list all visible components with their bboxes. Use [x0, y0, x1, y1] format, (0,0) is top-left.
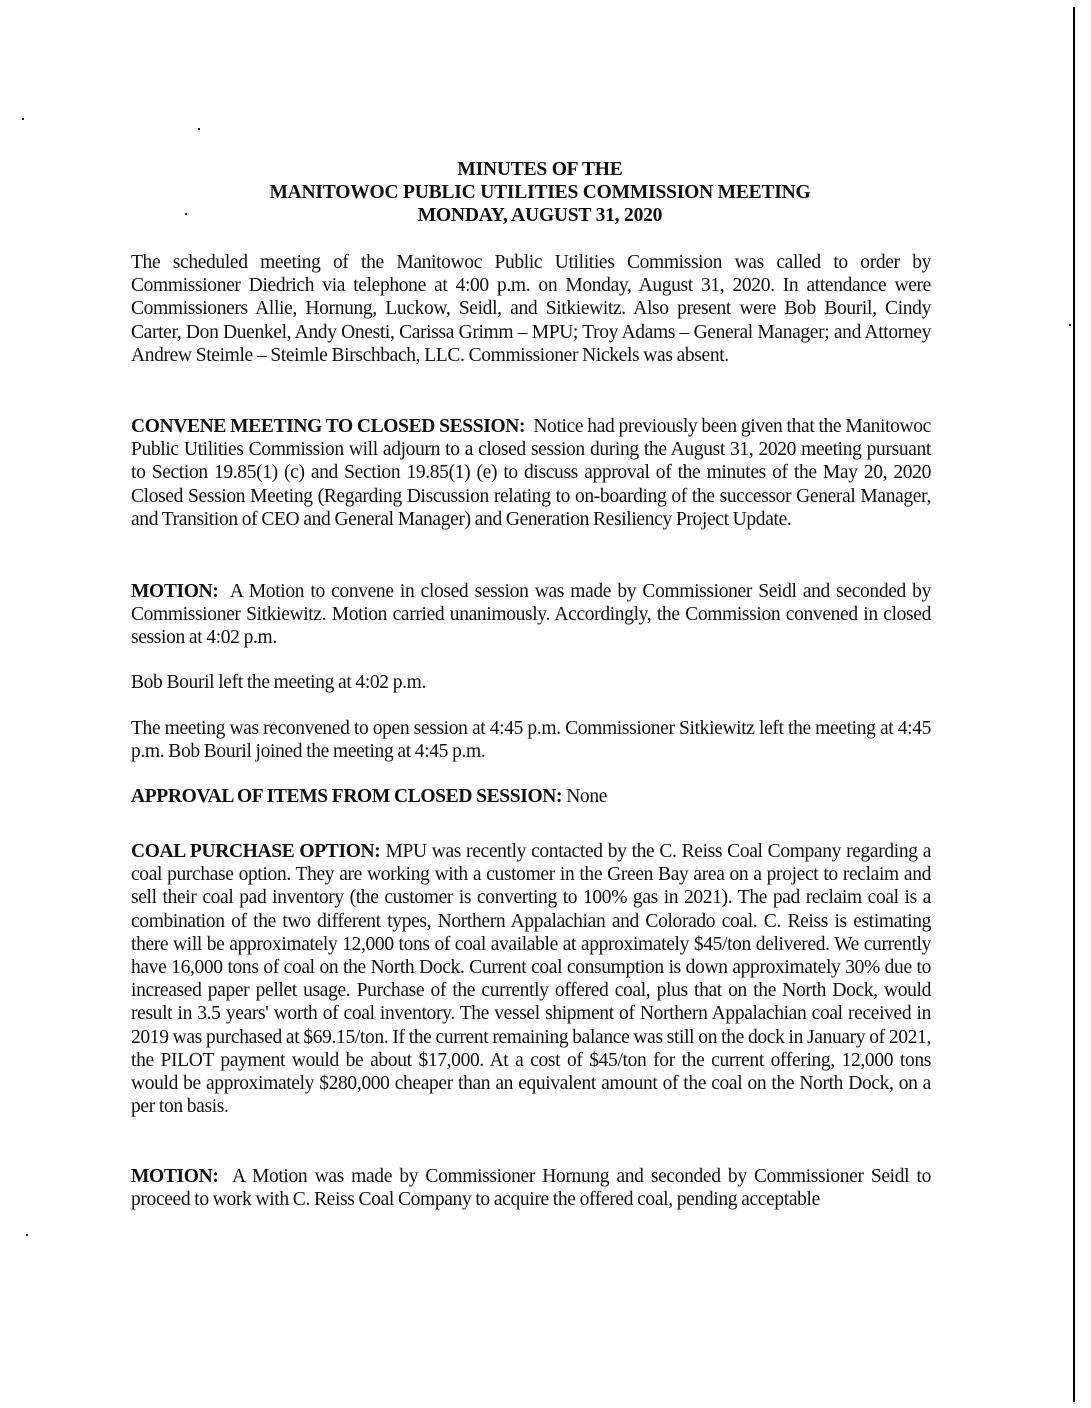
scan-speck	[22, 118, 24, 120]
scan-speck	[198, 128, 200, 130]
section-heading: CONVENE MEETING TO CLOSED SESSION:	[131, 416, 526, 437]
approval-items-paragraph	[131, 785, 931, 808]
title-line-3-date: MONDAY, AUGUST 31, 2020	[417, 205, 663, 226]
reconvened-paragraph	[131, 717, 931, 763]
scan-speck	[1069, 324, 1071, 326]
scan-edge-line	[1073, 7, 1075, 1402]
motion-closed-session-paragraph	[131, 580, 931, 650]
paragraph-text: A Motion was made by Commissioner Hornung and seconded by Commissioner Seidl to proceed to work with C. Reiss Coal Company to acquire the offered coal, pending acceptable	[131, 1166, 931, 1211]
paragraph-text: A Motion to convene in closed session was made by Commissioner Seidl and seconded by Commissioner Sitkiewitz. Motion carried unanimously. Accordingly, the Commission convened in closed session at 4:02 p.m.	[131, 581, 931, 649]
convene-closed-session-paragraph	[131, 415, 931, 531]
title-line-2: MANITOWOC PUBLIC UTILITIES COMMISSION MEETING	[269, 182, 811, 203]
bouril-left-paragraph	[131, 671, 931, 694]
paragraph-text: Notice had previously been given that the Manitowoc Public Utilities Commission will adjourn to a closed session during the August 31, 2020 meeting pursuant to Section 19.85(1) (c) and Section 19.85(1) (e) to discuss approval of the minutes of the May 20, 2020 Closed Session Meeting (Regarding Discussion relating to on-boarding of the successor General Manager, and Transition of CEO and General Manager) and Generation Resiliency Project Update.	[131, 416, 931, 530]
paragraph-text: MPU was recently contacted by the C. Reiss Coal Company regarding a coal purchase option. They are working with a customer in the Green Bay area on a project to reclaim and sell their coal pad inventory (the customer is converting to 100% gas in 2021). The pad reclaim coal is a combination of the two different types, Northern Appalachian and Colorado coal. C. Reiss is estimating there will be approximately 12,000 tons of coal available at approximately $45/ton delivered. We currently have 16,000 tons of coal on the North Dock. Current coal consumption is down approximately 30% due to increased paper pellet usage. Purchase of the currently offered coal, plus that on the North Dock, would result in 3.5 years' worth of coal inventory. The vessel shipment of Northern Appalachian coal received in 2019 was purchased at $69.15/ton. If the current remaining balance was still on the dock in January of 2021, the PILOT payment would be about $17,000. At a cost of $45/ton for the current offering, 12,000 tons would be approximately $280,000 cheaper than an equivalent amount of the coal on the North Dock, on a per ton basis.	[131, 841, 932, 1118]
section-heading: MOTION:	[131, 581, 219, 602]
motion-coal-paragraph	[131, 1165, 931, 1211]
paragraph-text: None	[566, 786, 608, 807]
section-heading: COAL PURCHASE OPTION:	[131, 841, 381, 862]
title-line-1: MINUTES OF THE	[457, 159, 623, 180]
coal-purchase-paragraph	[131, 840, 931, 1118]
section-heading: MOTION:	[131, 1166, 219, 1187]
paragraph-text: The meeting was reconvened to open session at 4:45 p.m. Commissioner Sitkiewitz left the meeting at 4:45 p.m. Bob Bouril joined the meeting at 4:45 p.m.	[131, 718, 931, 763]
paragraph-text: The scheduled meeting of the Manitowoc Public Utilities Commission was called to order by Commissioner Diedrich via telephone at 4:00 p.m. on Monday, August 31, 2020. In attendance were Commissioners Allie, Hornung, Luckow, Seidl, and Sitkiewitz. Also present were Bob Bouril, Cindy Carter, Don Duenkel, Andy Onesti, Carissa Grimm – MPU; Troy Adams – General Manager; and Attorney Andrew Steimle – Steimle Birschbach, LLC. Commissioner Nickels was absent.	[131, 252, 931, 366]
section-heading: APPROVAL OF ITEMS FROM CLOSED SESSION:	[131, 786, 563, 807]
scan-speck	[26, 1234, 28, 1236]
paragraph-text: Bob Bouril left the meeting at 4:02 p.m.	[131, 672, 426, 693]
call-to-order-paragraph	[131, 251, 931, 367]
document-title	[130, 158, 950, 227]
